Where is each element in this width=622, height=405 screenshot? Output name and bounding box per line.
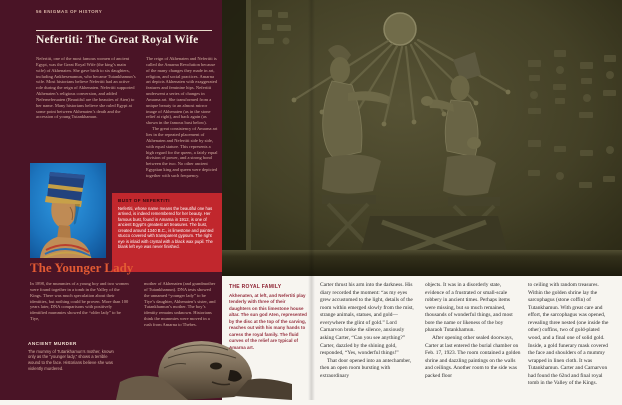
younger-lady-column-1: [30, 281, 130, 328]
nefertiti-bust-illustration: [30, 163, 106, 258]
story-paragraph: objects. It was in a disorderly state, evidence of a frustrated or small-scale robbery in ancient times. Perhaps items were missing, but so much remained, thousands of wonderful things, and most bore the name or likeness of the boy pharaoh Tutankhamun.: [425, 282, 513, 334]
royal-family-relief-photo: [222, 0, 622, 276]
bust-callout-body: Nefertiti, whose name means the beautiful one has arrived, is indeed remembered for her beauty. Her famous bust, found in Amarna in 1912, is one of ancient Egypt’s greatest art treasures. The bust, created around 1340 B.C., is limestone and painted stucco covered with transparent gypsum. The right eye is inlaid with crystal with a black wax pupil. The blank left eye was never finished.: [118, 205, 214, 250]
intro-column-1: [36, 56, 136, 179]
nefertiti-bust-photo: [30, 163, 106, 258]
younger-lady-text: [30, 281, 218, 328]
intro-paragraph: The reign of Akhenaten and Nefertiti is called the Amarna Revolution because of the many changes they made in art, religion, and social practices. Amarna art depicts Akhenaten with exaggerated features and feminine hips. Nefertiti underwent a series of changes in Amarna art. She transformed from a unique beauty to an almost mirror image of Akhenaten (as in the stone relief at right), and back again (as shown in the famous bust below).: [146, 56, 217, 126]
intro-paragraph: The great consistency of Amarna art lies in the repeated placement of Akhenaten and Nefertiti side by side, with equal stature. This represents a high regard for the queen, a fairly equal division of power, and a strong bond between the two. No other ancient Egyptian king and queen were depicted together with such frequency.: [146, 126, 218, 178]
younger-lady-paragraph: In 1898, the mummies of a young boy and two women were found together in a tomb in the Valley of the Kings. There was much speculation about their identities, but nothing could be proven. More than 100 years later, DNA comparisons with positively identified mummies showed the “older lady” to be Tiye,: [30, 281, 129, 322]
ancient-murder-body: The mummy of Tutankhamun’s mother, known only as the “younger lady,” shows a terrible wound to the face. Historians believe she was violently murdered.: [28, 348, 114, 371]
story-paragraph: to ceiling with random treasures. Within the golden shrine lay the sarcophagus (stone coffin) of Tutankhamun. With great care and effort, the sarcophagus was opened, revealing three nested (one inside the other) coffins, two of gold-plated wood, and a final one of solid gold. Inside, a gold funerary mask covered the face and shoulders of a mummy wrapped in linen cloth. It was Tutankhamun. Carter and Carnarvon had found the 62nd and final royal tomb in the Valley of the Kings.: [528, 282, 609, 387]
ancient-murder-heading: ANCIENT MURDER: [28, 341, 77, 346]
intro-paragraph: Nefertiti, one of the most famous women of ancient Egypt, was the Great Royal Wife (the king’s main wife) of Akhenaten. She gave birth to six daughters, including Ankhesenamun, who became Tutankhamun’s wife. Most historians believe Nefertiti had an active role during the reign of Akhenaten. Nefertiti supported Akhenaten’s religious conversion, and added Neferneferuaten (Beautiful are the beauties of Aten) to her name. Many historians believe she ruled Egypt at some point between Akhenaten’s death and the accession of young Tutankhamun.: [36, 56, 136, 120]
page-folio: 56 ENIGMAS OF HISTORY: [36, 9, 103, 14]
story-column-2: [425, 282, 521, 388]
page-title: Nefertiti: The Great Royal Wife: [36, 34, 199, 46]
story-paragraph: That door opened into an antechamber, then an open room bursting with extraordinary: [320, 357, 412, 379]
photo-caption-body: Akhenaten, at left, and Nefertiti play tenderly with three of their daughters on this limestone house altar. The sun god Aten, represented by the disc at the top of the carving, reaches out with his many hands to caress the royal family. The fluid curves of the relief are typical of Amarna art.: [229, 292, 307, 350]
younger-lady-column-2: [144, 281, 216, 328]
title-rule: [36, 30, 212, 31]
photo-caption: [229, 284, 308, 351]
bust-callout-heading: BUST OF NEFERTITI: [118, 198, 170, 203]
intro-column-2: [146, 56, 218, 179]
relief-illustration: [222, 0, 622, 276]
story-column-3: [528, 282, 612, 388]
story-column-1: [320, 282, 418, 388]
photo-caption-heading: THE ROYAL FAMILY: [229, 284, 282, 290]
intro-text: [36, 56, 218, 179]
younger-lady-paragraph: mother of Akhenaten (and grandmother of Tutankhamun). DNA tests showed the unnamed “younger lady” to be Tiye’s daughter, Akhenaten’s sister, and Tutankhamun’s mother. The boy’s identity remains unknown. Historians think the mummies were moved in a rush from Amarna to Thebes.: [144, 281, 216, 327]
story-text: [320, 282, 612, 388]
younger-lady-heading: The Younger Lady: [30, 260, 134, 275]
story-paragraph: After opening other sealed doorways, Carter at last entered the burial chamber on Feb. 17, 1923. The room contained a golden shrine and dazzling paintings on the walls and ceilings. Another room to the side was packed floor: [425, 334, 521, 379]
story-paragraph: Carter thrust his arm into the darkness. His diary recorded the moment: “as my eyes grew accustomed to the light, details of the room within emerged slowly from the mist, strange animals, statues, and gold—everywhere the glint of gold.” Lord Carnarvon broke the silence, anxiously asking Carter, “Can you see anything?” Carter, dazzled by the shining gold, responded, “Yes, wonderful things!”: [320, 282, 414, 357]
ancient-murder-callout: [28, 341, 118, 372]
